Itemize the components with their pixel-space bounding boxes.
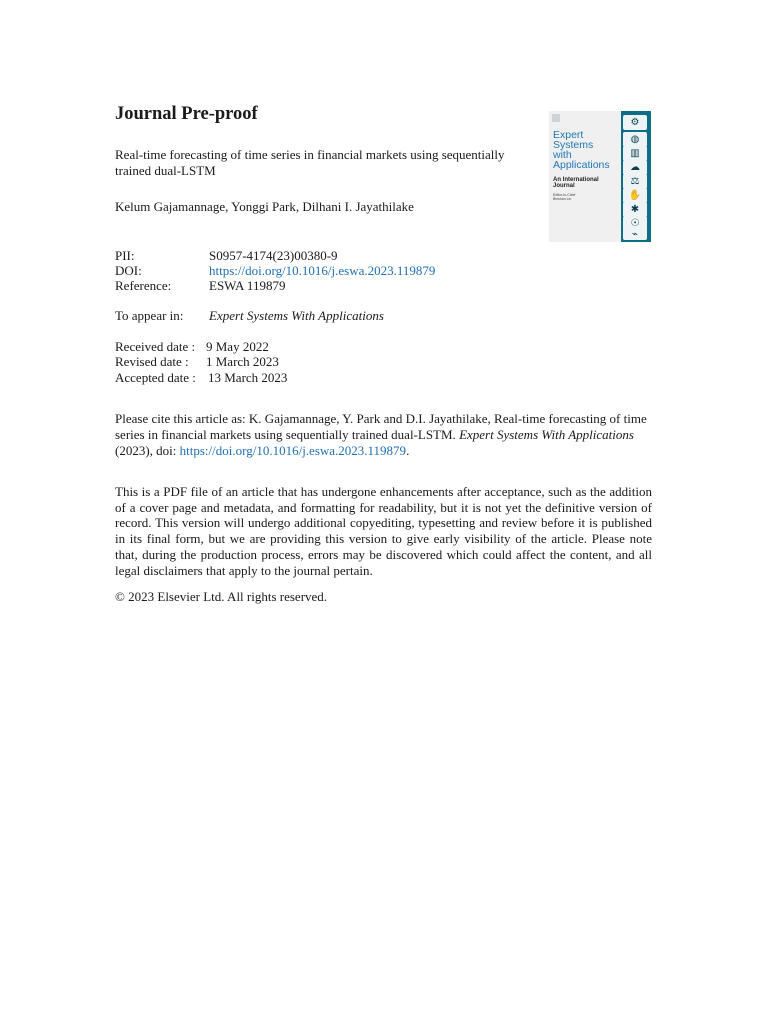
doi-label: DOI: xyxy=(115,263,142,278)
weather-icon: ☁ xyxy=(623,160,647,175)
citation-middle: (2023), doi: xyxy=(115,443,177,458)
cover-journal-title xyxy=(553,130,610,170)
article-authors: Kelum Gajamannage, Yonggi Park, Dilhani I. Jayathilake xyxy=(115,199,414,214)
appear-value: Expert Systems With Applications xyxy=(209,308,384,323)
gears-icon: ✱ xyxy=(623,202,647,217)
cover-title-line: Systems xyxy=(553,139,594,151)
revised-label: Revised date : xyxy=(115,354,189,369)
circuit-icon: ⌁ xyxy=(623,229,647,240)
reference-label: Reference: xyxy=(115,278,172,293)
meta-reference-row xyxy=(115,278,285,294)
cover-editor xyxy=(553,193,575,201)
pii-value: S0957-4174(23)00380-9 xyxy=(209,248,338,263)
cover-title-line: Expert xyxy=(553,129,584,141)
meta-revised-row xyxy=(115,354,279,370)
appear-label: To appear in: xyxy=(115,308,184,323)
citation-suffix: . xyxy=(406,443,410,458)
cover-editor-line: Editor-in-Chief xyxy=(553,193,576,197)
cover-icon-strip xyxy=(621,111,651,242)
doi-link[interactable]: https://doi.org/10.1016/j.eswa.2023.119879 xyxy=(209,263,436,278)
gear-icon: ⚙ xyxy=(623,115,647,130)
meta-pii-row xyxy=(115,248,338,264)
copyright-line: © 2023 Elsevier Ltd. All rights reserved. xyxy=(115,589,328,604)
cover-editor-line: Binshan Lin xyxy=(553,197,572,201)
pii-label: PII: xyxy=(115,248,135,263)
meta-accepted-row xyxy=(115,370,287,386)
accepted-label: Accepted date : xyxy=(115,370,196,385)
globe-icon: ◍ xyxy=(623,132,647,147)
brain-icon: ☉ xyxy=(623,216,647,231)
reference-value: ESWA 119879 xyxy=(209,278,286,293)
meta-received-row xyxy=(115,339,269,355)
meta-appear-row xyxy=(115,308,384,324)
cover-subtitle-line: Journal xyxy=(553,183,575,189)
cover-left-panel xyxy=(549,111,621,242)
revised-value: 1 March 2023 xyxy=(206,354,279,369)
article-title: Real-time forecasting of time series in financial markets using sequentially trained dual-LSTM xyxy=(115,147,505,178)
meta-doi-row xyxy=(115,263,435,279)
received-label: Received date : xyxy=(115,339,196,354)
elsevier-logo-icon xyxy=(552,114,560,122)
citation-doi-link[interactable]: https://doi.org/10.1016/j.eswa.2023.119879 xyxy=(179,443,407,458)
cover-subtitle xyxy=(553,177,599,189)
citation-prefix: Please cite this article as: K. Gajamannage, Y. Park and D.I. Jayathilake, Real-time forecasting of time series in financial markets using sequentially trained dual-LSTM. xyxy=(115,411,647,442)
cover-title-line: with xyxy=(553,149,572,161)
scale-icon: ⚖ xyxy=(623,174,647,189)
journal-pre-proof-heading: Journal Pre-proof xyxy=(115,104,258,124)
accepted-value: 13 March 2023 xyxy=(208,370,288,385)
hand-icon: ✋ xyxy=(623,188,647,203)
journal-cover-thumbnail xyxy=(549,111,651,242)
received-value: 9 May 2022 xyxy=(206,339,269,354)
citation-journal: Expert Systems With Applications xyxy=(459,427,634,442)
bar-chart-icon: ▥ xyxy=(623,146,647,161)
citation-paragraph xyxy=(115,411,652,459)
cover-title-line: Applications xyxy=(553,159,610,171)
cover-subtitle-line: An International xyxy=(553,177,599,183)
pre-proof-notice: This is a PDF file of an article that has undergone enhancements after acceptance, such as the addition of a cover page and metadata, and formatting for readability, but it is not yet the definitive version of record. This version will undergo additional copyediting, typesetting and review before it is published in its final form, but we are providing this version to give early visibility of the article. Please note that, during the production process, errors may be discovered which could affect the content, and all legal disclaimers that apply to the journal pertain. xyxy=(115,484,652,578)
